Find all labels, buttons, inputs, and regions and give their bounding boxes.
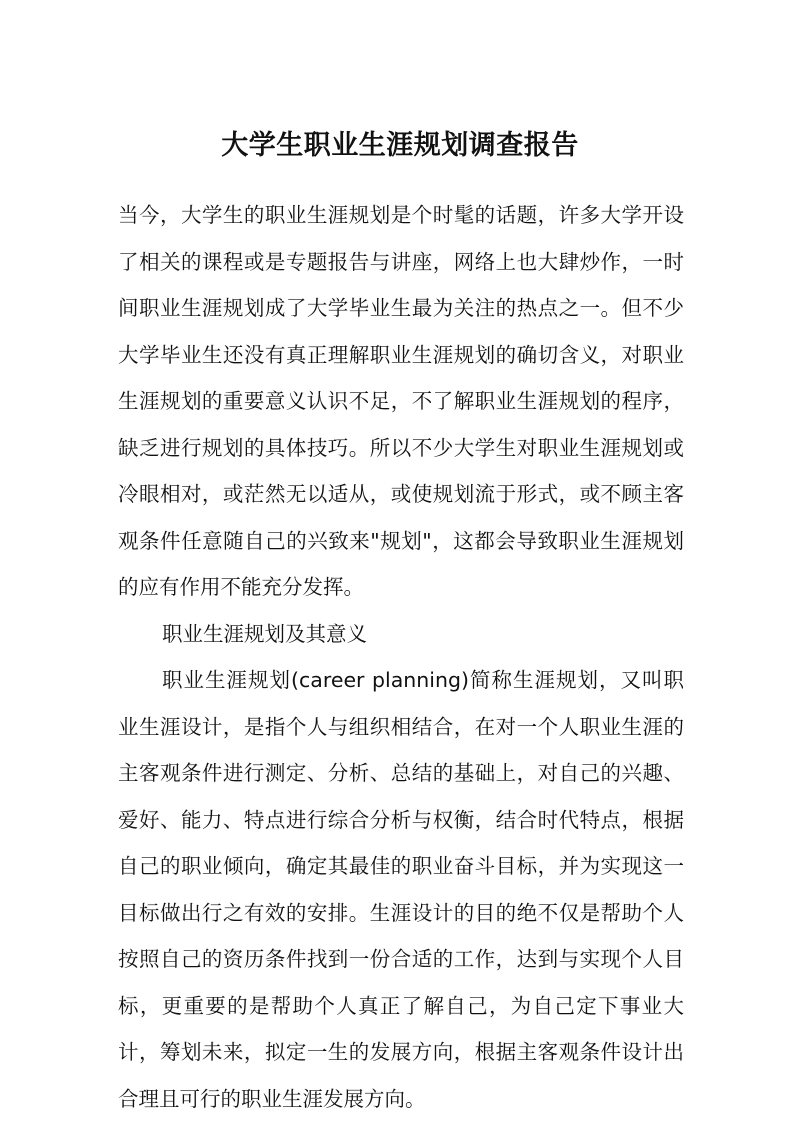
document-body <box>118 192 684 1122</box>
paragraph-intro: 当今，大学生的职业生涯规划是个时髦的话题，许多大学开设了相关的课程或是专题报告与讲座，网络上也大肆炒作，一时间职业生涯规划成了大学毕业生最为关注的热点之一。但不少大学毕业生还没有真正理解职业生涯规划的确切含义，对职业生涯规划的重要意义认识不足，不了解职业生涯规划的程序，缺乏进行规划的具体技巧。所以不少大学生对职业生涯规划或冷眼相对，或茫然无以适从，或使规划流于形式，或不顾主客观条件任意随自己的兴致来"规划"，这都会导致职业生涯规划的应有作用不能充分发挥。 <box>118 203 684 599</box>
page-title: 大学生职业生涯规划调查报告 <box>221 130 579 161</box>
paragraph-definition: 职业生涯规划(career planning)简称生涯规划，又叫职业生涯设计，是指个人与组织相结合，在对一个人职业生涯的主客观条件进行测定、分析、总结的基础上，对自己的兴趣、爱好、能力、特点进行综合分析与权衡，结合时代特点，根据自己的职业倾向，确定其最佳的职业奋斗目标，并为实现这一目标做出行之有效的安排。生涯设计的目的绝不仅是帮助个人按照自己的资历条件找到一份合适的工作，达到与实现个人目标，更重要的是帮助个人真正了解自己，为自己定下事业大计，筹划未来，拟定一生的发展方向，根据主客观条件设计出合理且可行的职业生涯发展方向。 <box>118 668 684 1111</box>
section-heading: 职业生涯规划及其意义 <box>162 621 367 646</box>
